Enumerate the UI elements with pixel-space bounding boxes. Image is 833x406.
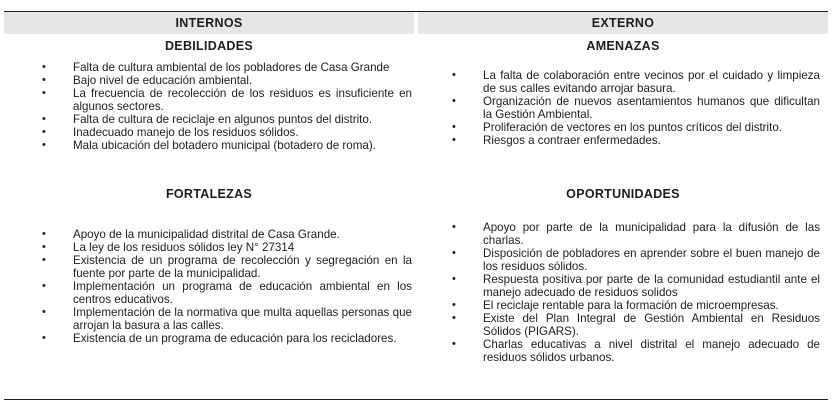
list-item: • Falta de cultura ambiental de los pobladores de Casa Grande [42,61,412,74]
oportunidades-list [452,221,820,364]
header-externo-label: EXTERNO [591,16,655,30]
fortalezas-list [42,228,412,345]
list-item: • Apoyo de la municipalidad distrital de Casa Grande. [42,228,412,241]
list-item: • Apoyo por parte de la municipalidad para la difusión de las charlas. [452,221,820,247]
list-item: • Respuesta positiva por parte de la comunidad estudiantil ante el manejo adecuado de residuos solidos [452,273,820,299]
list-item: • Bajo nivel de educación ambiental. [42,74,412,87]
amenazas-list [452,69,820,147]
list-item: • Charlas educativas a nivel distrital el manejo adecuado de residuos sólidos urbanos. [452,338,820,364]
list-item: • Falta de cultura de reciclaje en algunos puntos del distrito. [42,113,412,126]
oportunidades-title: OPORTUNIDADES [566,187,680,201]
list-item: • Mala ubicación del botadero municipal (botadero de roma). [42,139,412,152]
list-item: • Implementación de la normativa que multa aquellas personas que arrojan la basura a las calles. [42,306,412,332]
list-item: • Existe del Plan Integral de Gestión Ambiental en Residuos Sólidos (PIGARS). [452,312,820,338]
list-item: • Disposición de pobladores en aprender sobre el buen manejo de los residuos sólidos. [452,247,820,273]
list-item: • Existencia de un programa de educación para los recicladores. [42,332,412,345]
amenazas-title: AMENAZAS [586,39,660,53]
list-item: • Implementación un programa de educación ambiental en los centros educativos. [42,280,412,306]
list-item: • Inadecuado manejo de los residuos sólidos. [42,126,412,139]
header-internos-label: INTERNOS [175,16,243,30]
list-item: • Existencia de un programa de recolección y segregación en la fuente por parte de la municipalidad. [42,254,412,280]
list-item: • Riesgos a contraer enfermedades. [452,134,820,147]
debilidades-list [42,61,412,152]
fortalezas-title: FORTALEZAS [165,187,253,201]
list-item: • Proliferación de vectores en los puntos críticos del distrito. [452,121,820,134]
foda-table [4,11,828,401]
list-item: • La falta de colaboración entre vecinos por el cuidado y limpieza de sus calles evitando arrojar basura. [452,69,820,95]
list-item: • El reciclaje rentable para la formación de microempresas. [452,299,820,312]
list-item: • Organización de nuevos asentamientos humanos que dificultan la Gestión Ambiental. [452,95,820,121]
header-externo [418,12,828,34]
bottom-border [4,399,828,400]
list-item: • La frecuencia de recolección de los residuos es insuficiente en algunos sectores. [42,87,412,113]
header-internos [4,12,414,34]
list-item: • La ley de los residuos sólidos ley N° 27314 [42,241,412,254]
debilidades-title: DEBILIDADES [164,39,254,53]
